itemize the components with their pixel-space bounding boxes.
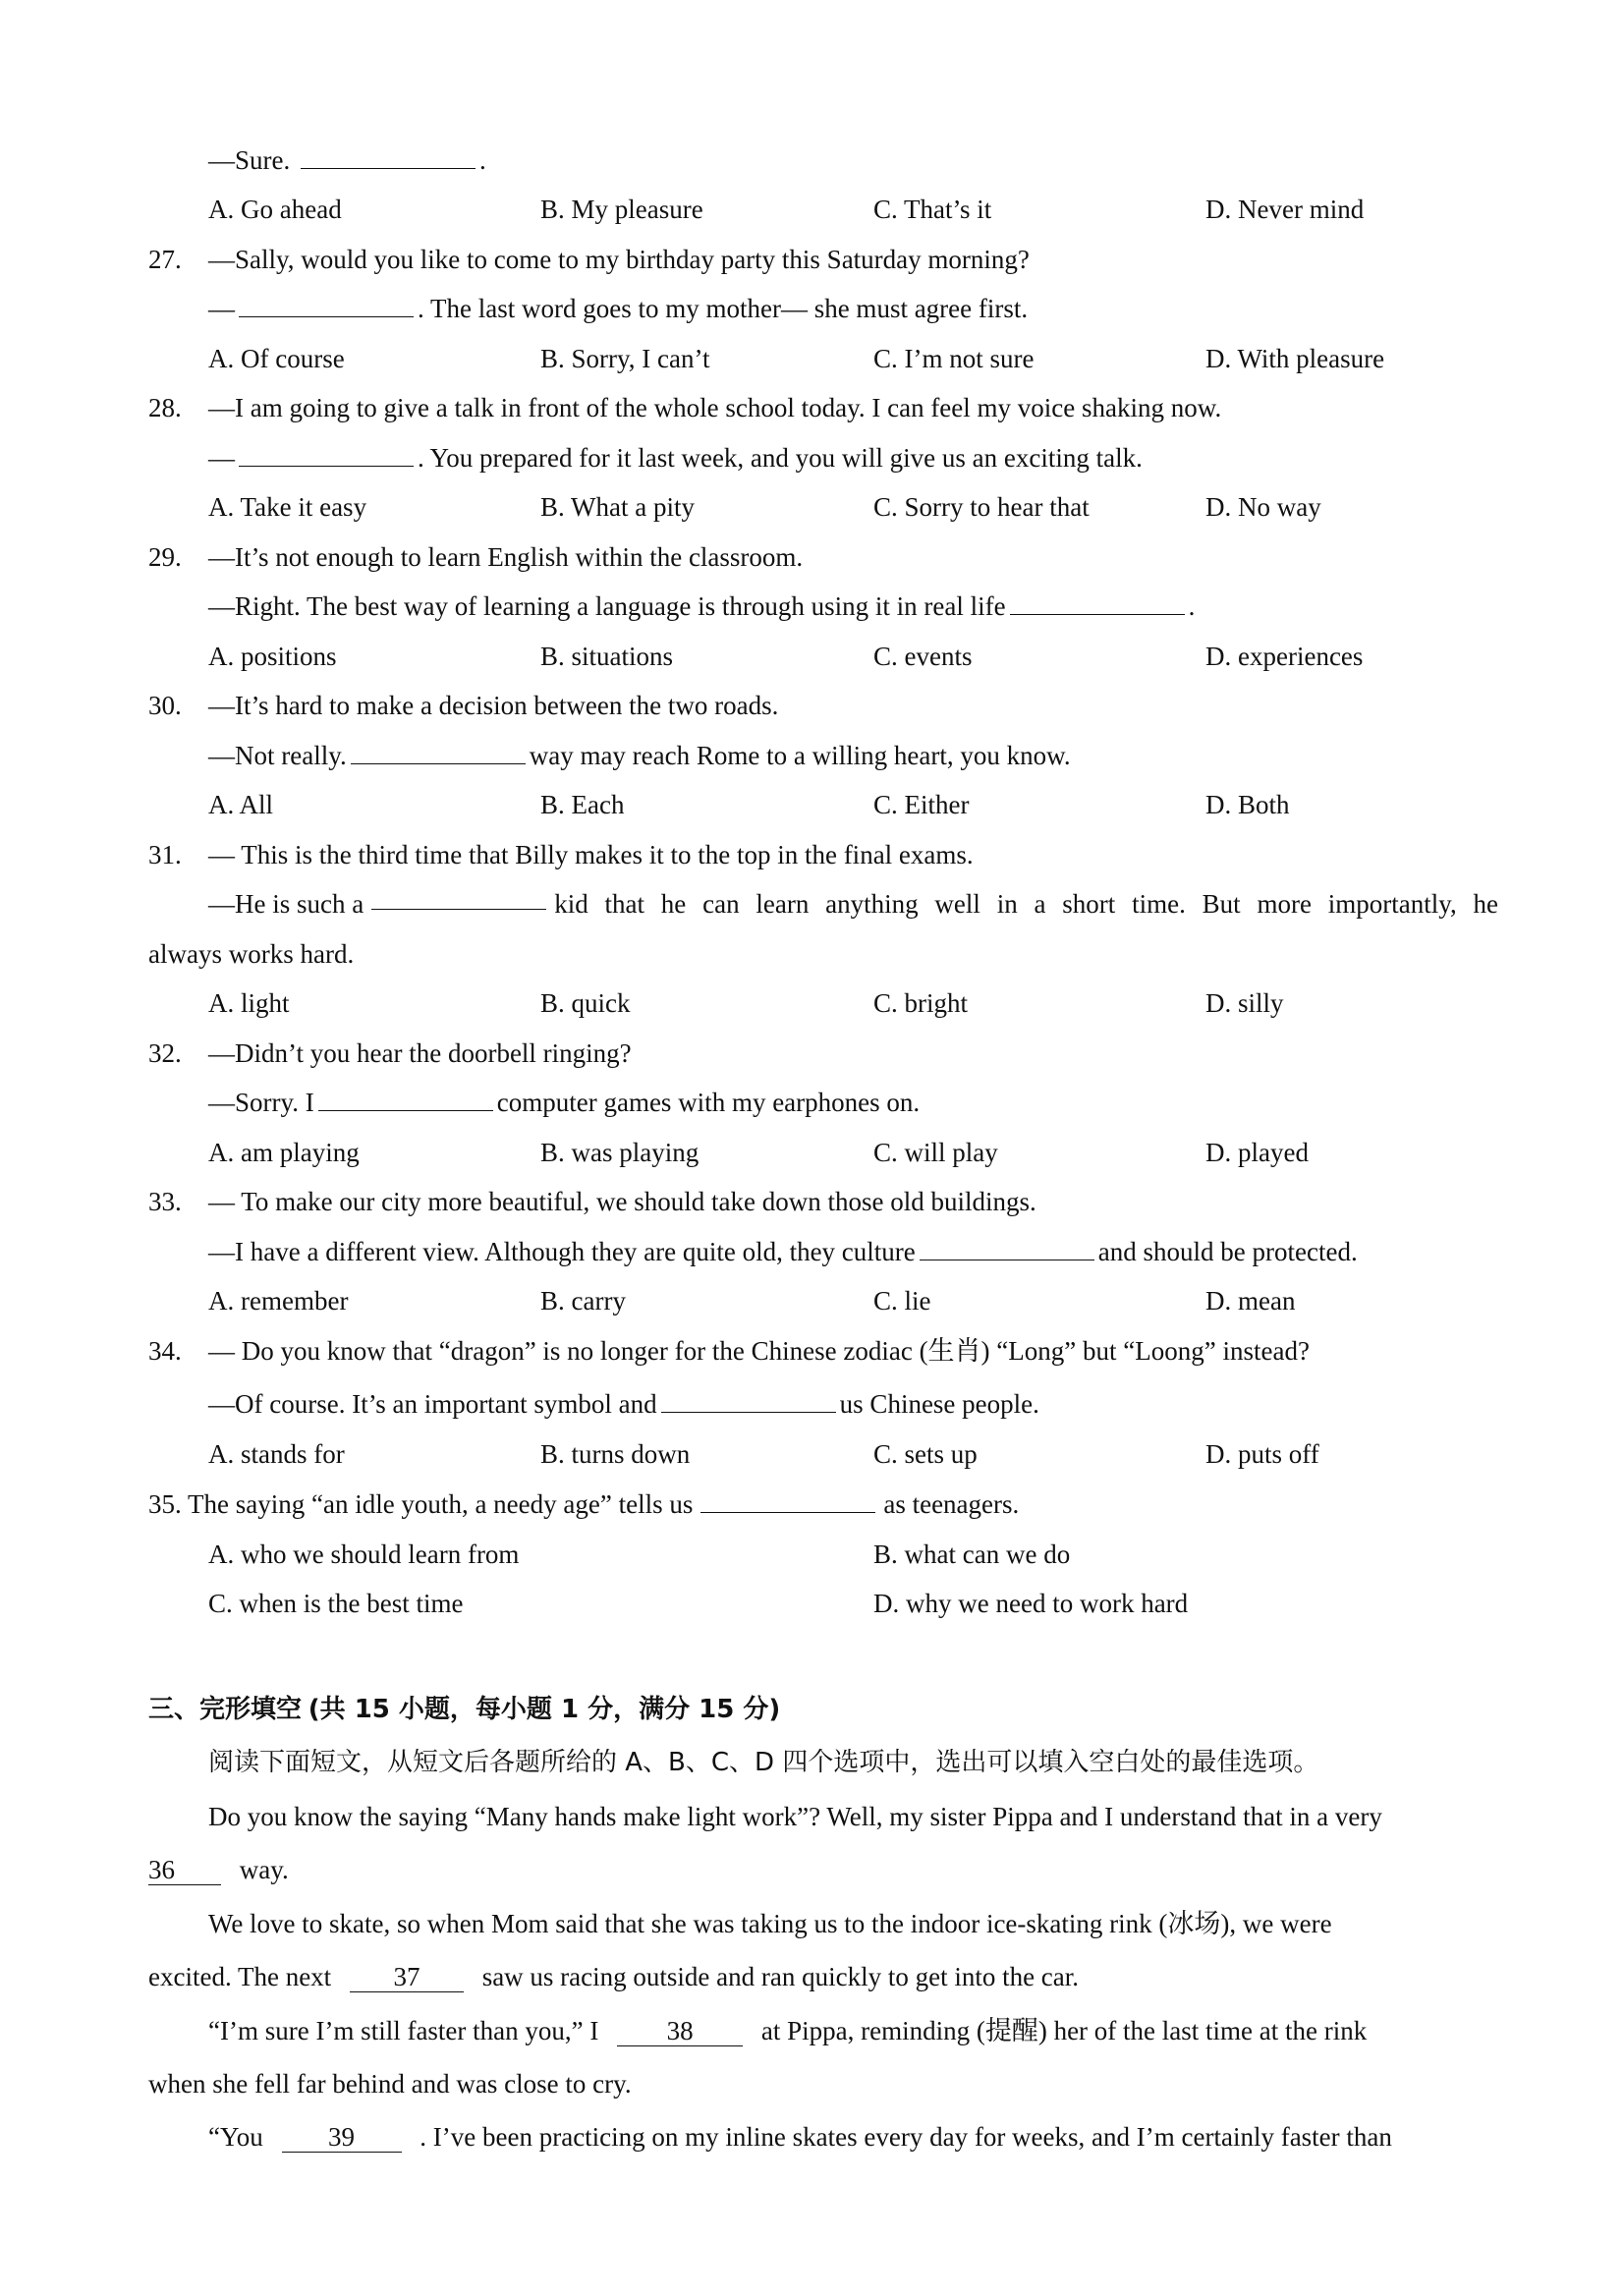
q29-number: 29.: [148, 542, 182, 572]
q27-number: 27.: [148, 245, 182, 274]
q29-option-a: A. positions: [208, 642, 337, 671]
q28-option-c: C. Sorry to hear that: [873, 492, 1090, 522]
blank-39: 39: [282, 2122, 402, 2153]
passage-p3-line2: when she fell far behind and was close to cry.: [148, 2069, 632, 2099]
blank-36: 36: [148, 1855, 221, 1885]
q34-options: [208, 1437, 1498, 1471]
q33-question: [148, 1185, 1498, 1218]
q35-options-row-1: [208, 1538, 1498, 1571]
passage-p1-line1: [208, 1800, 1498, 1833]
q33-answer-post: and should be protected.: [1097, 1237, 1358, 1266]
passage-p3-text-pre: “I’m sure I’m still faster than you,” I: [208, 2016, 599, 2045]
section-3-heading: [148, 1692, 1498, 1726]
q33-text: — To make our city more beautiful, we should take down those old buildings.: [208, 1187, 1036, 1216]
q30-text: —It’s hard to make a decision between the two roads.: [208, 691, 779, 720]
q35-option-c: C. when is the best time: [208, 1589, 464, 1618]
q31-number: 31.: [148, 840, 182, 869]
q35-question: [148, 1487, 1498, 1521]
q35-option-a: A. who we should learn from: [208, 1540, 520, 1569]
passage-p3-line1: [208, 2014, 1498, 2047]
passage-p4-line1: [208, 2120, 1498, 2154]
q30-number: 30.: [148, 691, 182, 720]
q27-option-d: D. With pleasure: [1205, 344, 1385, 373]
q28-options: [208, 490, 1498, 524]
q34-option-c: C. sets up: [873, 1439, 978, 1469]
q29-blank: [1010, 592, 1185, 615]
q32-question: [148, 1036, 1498, 1070]
q31-answer-post: kid that he can learn anything well in a short time. But more importantly, he: [554, 889, 1498, 919]
q30-question: [148, 689, 1498, 722]
q26-period: .: [479, 145, 486, 175]
q28-option-a: A. Take it easy: [208, 492, 367, 522]
q29-text: —It’s not enough to learn English within the classroom.: [208, 542, 804, 572]
q32-answer-post: computer games with my earphones on.: [496, 1088, 921, 1117]
q30-option-b: B. Each: [540, 790, 625, 819]
passage-p1-text: Do you know the saying “Many hands make light work”? Well, my sister Pippa and I understand that in a very: [208, 1802, 1382, 1831]
q27-options: [208, 342, 1498, 375]
q33-option-a: A. remember: [208, 1286, 349, 1316]
q31-question: [148, 838, 1498, 871]
blank-38: 38: [617, 2016, 743, 2046]
q35-options-row-2: [208, 1587, 1498, 1620]
q35-option-d: D. why we need to work hard: [873, 1589, 1189, 1618]
q27-answer-text: . The last word goes to my mother— she must agree first.: [418, 294, 1029, 323]
q33-blank: [920, 1238, 1094, 1260]
q28-number: 28.: [148, 393, 182, 422]
q27-option-c: C. I’m not sure: [873, 344, 1035, 373]
q30-options: [208, 788, 1498, 821]
q28-blank: [239, 444, 414, 467]
q34-answer-line: [208, 1387, 1498, 1421]
passage-p2-line2: [148, 1960, 1498, 1993]
q29-period: .: [1188, 591, 1196, 621]
q32-option-c: C. will play: [873, 1138, 998, 1167]
q31-blank: [371, 887, 546, 910]
q34-option-d: D. puts off: [1205, 1439, 1319, 1469]
q31-option-d: D. silly: [1205, 988, 1284, 1018]
q26-option-b: B. My pleasure: [540, 195, 703, 224]
q33-option-b: B. carry: [540, 1286, 626, 1316]
q33-answer-line: [208, 1235, 1498, 1268]
q27-answer-line: [208, 292, 1498, 325]
section-3-instruction: 阅读下面短文，从短文后各题所给的 A、B、C、D 四个选项中，选出可以填入空白处的最佳选项。: [208, 1748, 1319, 1777]
q29-options: [208, 640, 1498, 673]
passage-p1-text-2: way.: [239, 1855, 289, 1884]
q30-option-c: C. Either: [873, 790, 970, 819]
q26-options: [208, 193, 1498, 226]
q34-text: — Do you know that “dragon” is no longer for the Chinese zodiac (生肖) “Long” but “Loong” instead?: [208, 1336, 1310, 1366]
q30-option-a: A. All: [208, 790, 274, 819]
q31-option-b: B. quick: [540, 988, 631, 1018]
q29-question: [148, 540, 1498, 574]
passage-p1-line2: [148, 1853, 1498, 1886]
q26-option-c: C. That’s it: [873, 195, 992, 224]
q26-option-d: D. Never mind: [1205, 195, 1365, 224]
q26-blank: [301, 146, 476, 169]
q26-option-a: A. Go ahead: [208, 195, 342, 224]
q27-option-b: B. Sorry, I can’t: [540, 344, 710, 373]
q34-number: 34.: [148, 1336, 182, 1366]
q27-question: [148, 243, 1498, 276]
q28-answer-line: [208, 441, 1498, 475]
q32-answer-pre: —Sorry. I: [208, 1088, 314, 1117]
passage-p2-text-pre: excited. The next: [148, 1962, 332, 1991]
q29-option-d: D. experiences: [1205, 642, 1364, 671]
q32-option-b: B. was playing: [540, 1138, 700, 1167]
q28-text: —I am going to give a talk in front of the whole school today. I can feel my voice shaking now.: [208, 393, 1222, 422]
q30-answer-post: way may reach Rome to a willing heart, you know.: [529, 741, 1071, 770]
q28-dash: —: [208, 443, 235, 473]
q32-options: [208, 1136, 1498, 1169]
q27-option-a: A. Of course: [208, 344, 345, 373]
q29-option-b: B. situations: [540, 642, 674, 671]
section-3-title: 三、完形填空: [148, 1695, 303, 1724]
q30-blank: [351, 742, 526, 764]
q27-blank: [239, 295, 414, 317]
q33-option-c: C. lie: [873, 1286, 931, 1316]
q34-blank: [661, 1390, 836, 1413]
q31-answer-line: [208, 887, 1498, 921]
section-3-scoring: (共 15 小题，每小题 1 分，满分 15 分): [308, 1695, 781, 1724]
q32-option-a: A. am playing: [208, 1138, 360, 1167]
q29-answer-line: [208, 589, 1498, 623]
q29-option-c: C. events: [873, 642, 973, 671]
q28-answer-text: . You prepared for it last week, and you will give us an exciting talk.: [418, 443, 1143, 473]
q26-answer-line: [208, 143, 1498, 177]
q32-answer-line: [208, 1086, 1498, 1119]
q30-answer-pre: —Not really.: [208, 741, 347, 770]
q31-option-a: A. light: [208, 988, 290, 1018]
q35-blank: [700, 1490, 875, 1513]
q30-answer-line: [208, 739, 1498, 772]
q34-answer-post: us Chinese people.: [839, 1389, 1039, 1419]
q33-answer-pre: —I have a different view. Although they are quite old, they culture: [208, 1237, 916, 1266]
q34-answer-pre: —Of course. It’s an important symbol and: [208, 1389, 657, 1419]
q31-text: — This is the third time that Billy makes it to the top in the final exams.: [208, 840, 974, 869]
passage-p3-text-post: at Pippa, reminding (提醒) her of the last time at the rink: [760, 2016, 1368, 2045]
q31-answer-line-2: always works hard.: [148, 939, 355, 969]
q28-option-d: D. No way: [1205, 492, 1321, 522]
q34-question: [148, 1334, 1498, 1368]
q33-number: 33.: [148, 1187, 182, 1216]
passage-p2-line1: [208, 1907, 1498, 1940]
q29-answer-text: —Right. The best way of learning a language is through using it in real life: [208, 591, 1006, 621]
q27-dash: —: [208, 294, 235, 323]
q35-text-post: as teenagers.: [883, 1489, 1020, 1519]
passage-p2-text: We love to skate, so when Mom said that she was taking us to the indoor ice-skating rink (冰场), we were: [208, 1909, 1332, 1938]
blank-37: 37: [350, 1962, 464, 1992]
q32-blank: [318, 1089, 493, 1111]
q33-option-d: D. mean: [1205, 1286, 1296, 1316]
q35-option-b: B. what can we do: [873, 1540, 1071, 1569]
q31-option-c: C. bright: [873, 988, 969, 1018]
q27-text: —Sally, would you like to come to my birthday party this Saturday morning?: [208, 245, 1030, 274]
q32-number: 32.: [148, 1038, 182, 1068]
q34-option-a: A. stands for: [208, 1439, 345, 1469]
q32-text: —Didn’t you hear the doorbell ringing?: [208, 1038, 632, 1068]
q31-answer-pre: —He is such a: [208, 889, 364, 919]
passage-p2-text-post: saw us racing outside and ran quickly to get into the car.: [481, 1962, 1080, 1991]
q35-text: 35. The saying “an idle youth, a needy age” tells us: [148, 1489, 694, 1519]
q31-options: [208, 986, 1498, 1020]
passage-p4-text-pre: “You: [208, 2122, 263, 2152]
q30-option-d: D. Both: [1205, 790, 1290, 819]
passage-p4-text-post: . I’ve been practicing on my inline skates every day for weeks, and I’m certainly faster than: [420, 2122, 1392, 2152]
q34-option-b: B. turns down: [540, 1439, 691, 1469]
q33-options: [208, 1284, 1498, 1317]
q28-option-b: B. What a pity: [540, 492, 695, 522]
q32-option-d: D. played: [1205, 1138, 1309, 1167]
q26-answer-text: —Sure.: [208, 145, 291, 175]
q28-question: [148, 391, 1498, 424]
